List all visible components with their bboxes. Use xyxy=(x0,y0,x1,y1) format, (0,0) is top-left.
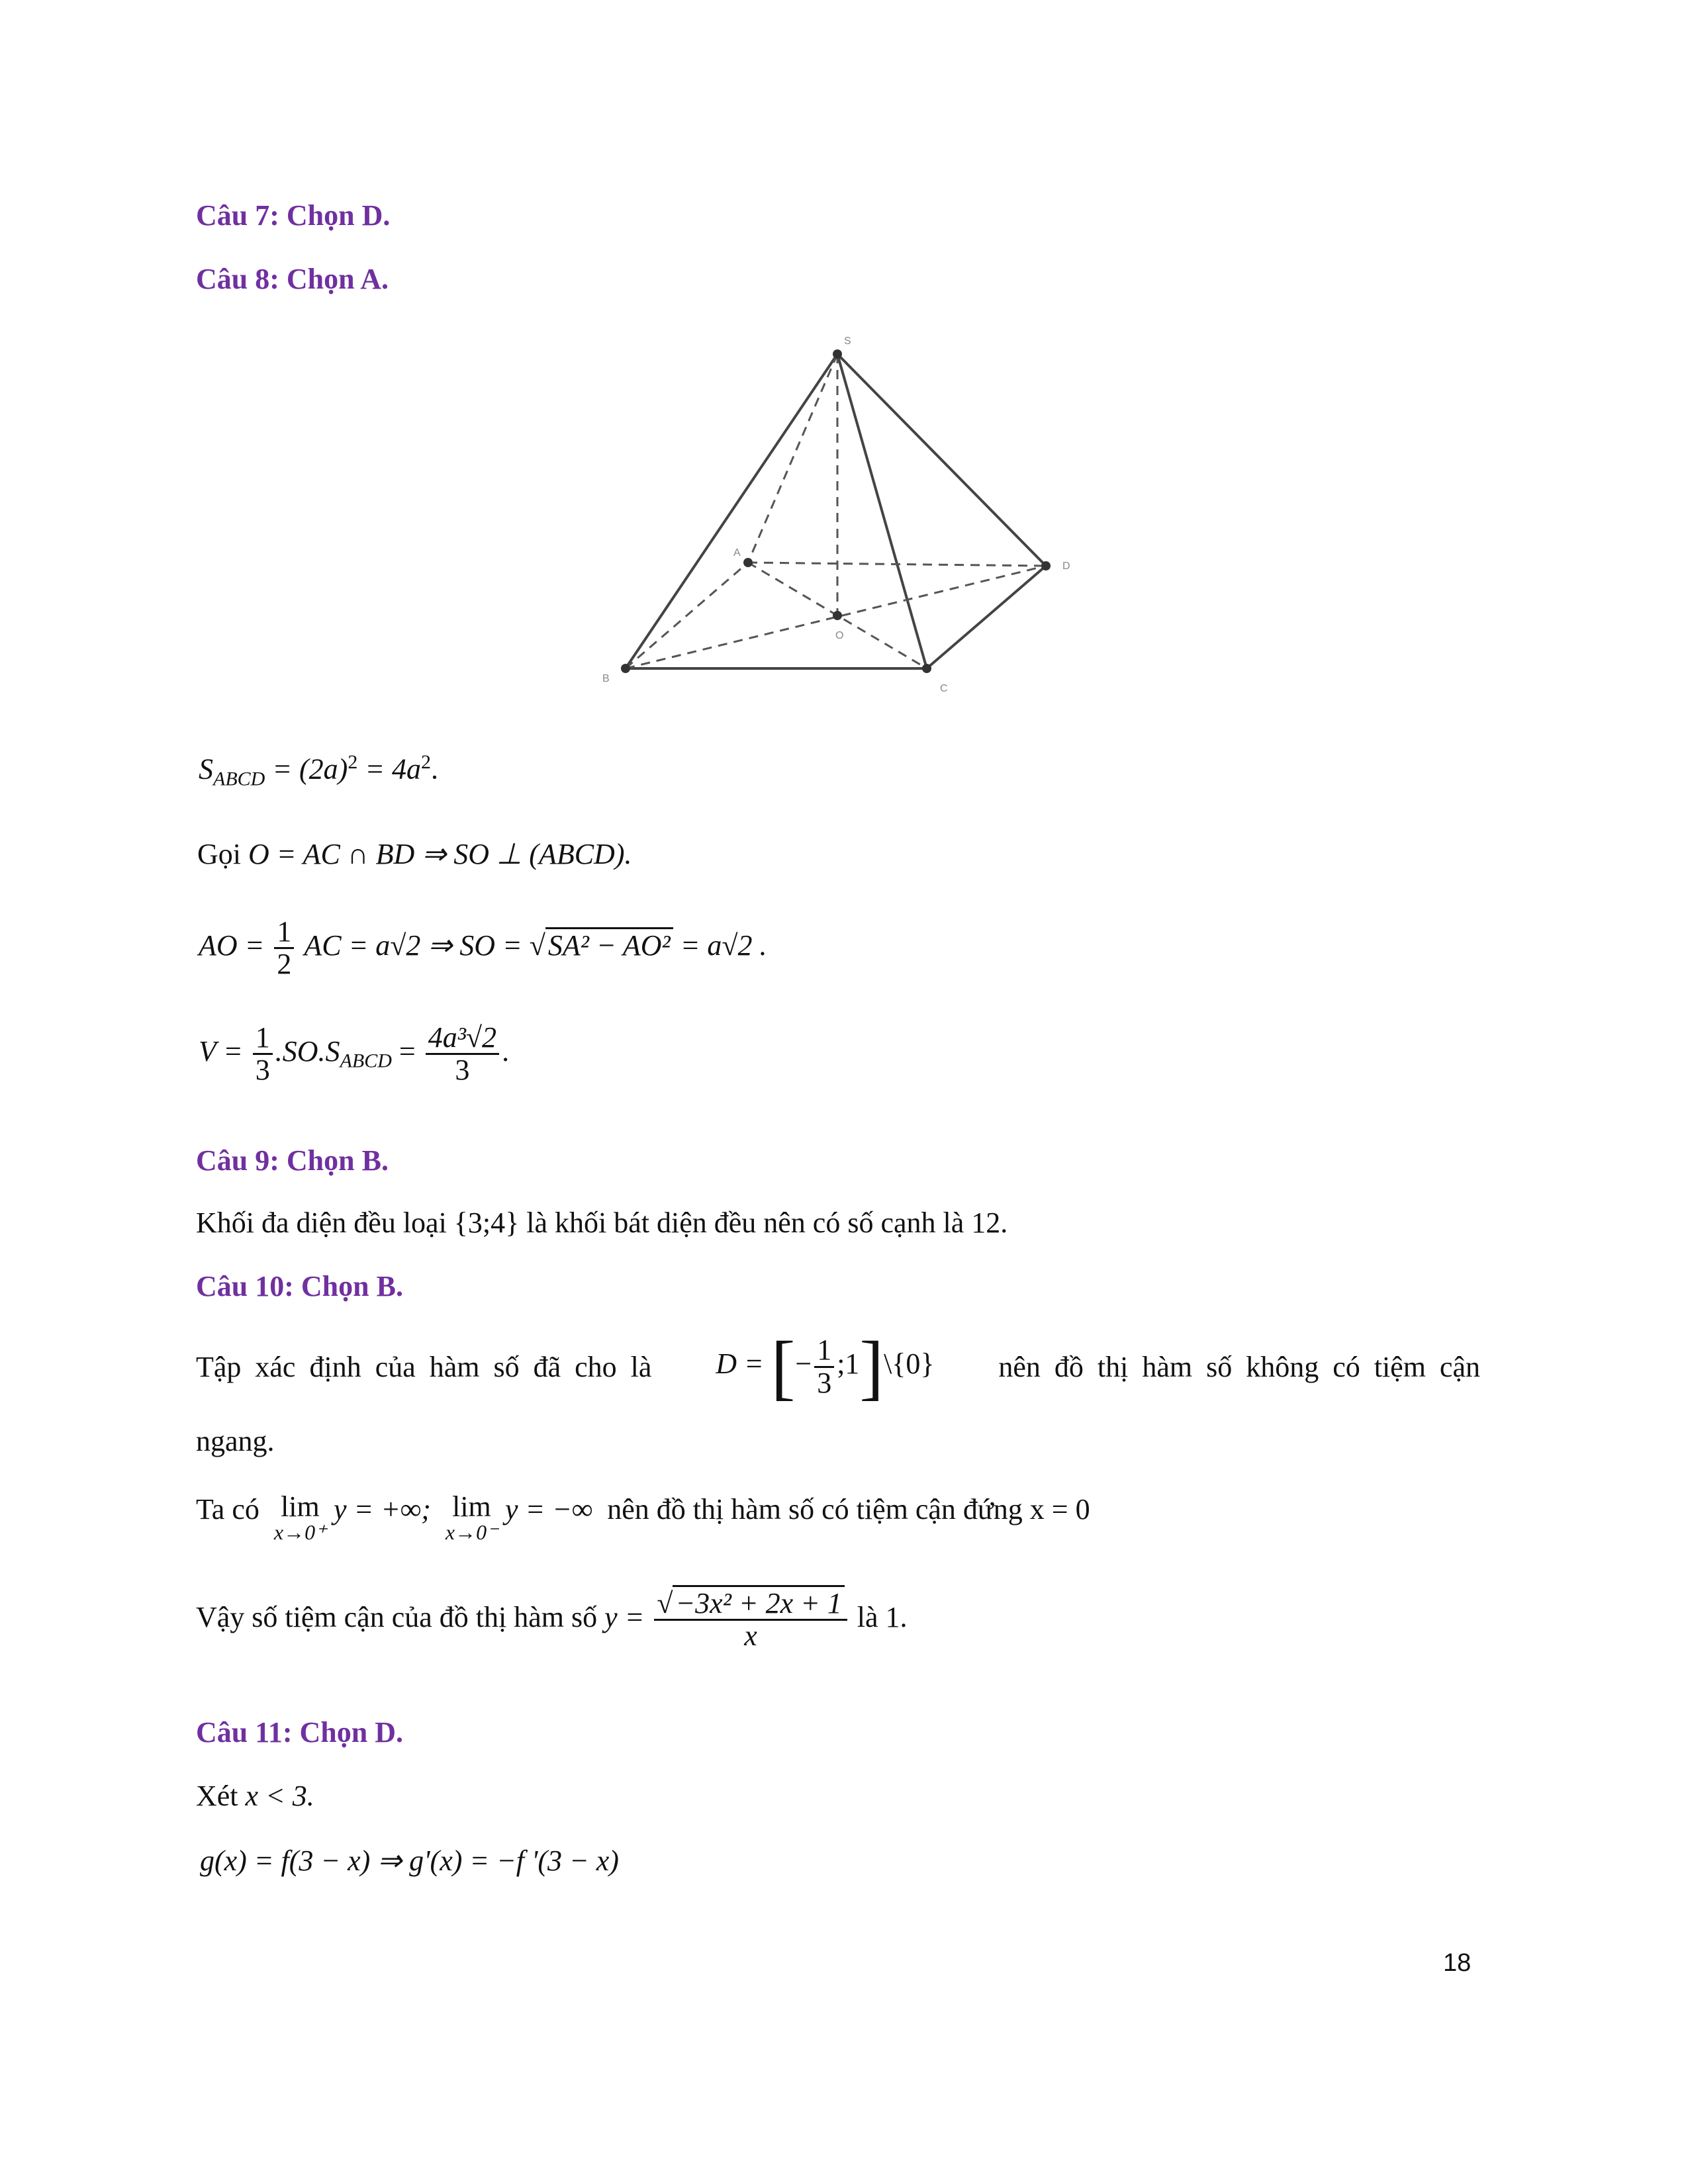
q10-line1: Tập xác định của hàm số đã cho là D = [− $\frac{1}{3}$ ;1]\{0} nên đồ thị hàm số không có tiệm cận xyxy=(196,1326,1480,1407)
q11-g-formula: g(x) = f(3 − x) ⇒ g'(x) = −f '(3 − x) xyxy=(200,1844,619,1877)
vertex-A xyxy=(743,558,753,567)
q10-line2: ngang. xyxy=(196,1425,275,1457)
heading-cau-9: Câu 9: Chọn B. xyxy=(196,1144,389,1177)
pyramid-figure xyxy=(583,324,1112,708)
domain-formula: D = [− $\frac{1}{3}$ ;1]\{0} xyxy=(716,1326,935,1407)
point-O xyxy=(833,611,842,620)
edge-SB xyxy=(626,354,837,668)
page-number: 18 xyxy=(1443,1949,1472,1977)
formula-area: $S_{ABCD} = (2a)^2 = 4a^2$. xyxy=(199,751,439,790)
vertex-D xyxy=(1041,561,1051,570)
heading-cau-7: Câu 7: Chọn D. xyxy=(196,199,391,232)
formula-ao: AO = $\frac{1}{2}$ AC = a√2 ⇒ SO = √SA² − AO² = a√2 . xyxy=(199,915,767,981)
label-D: D xyxy=(1062,561,1070,572)
heading-cau-10: Câu 10: Chọn B. xyxy=(196,1270,403,1302)
vertex-S xyxy=(833,349,842,359)
label-C: C xyxy=(940,683,948,694)
heading-cau-11: Câu 11: Chọn D. xyxy=(196,1716,403,1749)
formula-volume: V = $\frac{1}{3}$ $.SO.S_{ABCD}$ = $\frac{\text{4a³√2}}{3}$ . xyxy=(199,1021,510,1087)
formula-goi: Gọi O = AC ∩ BD ⇒ SO ⊥ (ABCD). xyxy=(197,838,632,870)
q11-xet: Xét x < 3. xyxy=(196,1780,314,1812)
vertex-B xyxy=(621,664,630,673)
label-A: A xyxy=(733,547,741,559)
label-O: O xyxy=(835,630,844,641)
edge-SA xyxy=(748,354,837,563)
label-B: B xyxy=(602,673,610,684)
heading-cau-8: Câu 8: Chọn A. xyxy=(196,263,389,295)
label-S: S xyxy=(844,336,851,347)
q10-conclusion: Vậy số tiệm cận của đồ thị hàm số y = $\frac{\text{√−3x² + 2x + 1}}{x}$ là 1. xyxy=(196,1588,908,1651)
q9-text: Khối đa diện đều loại {3;4} là khối bát diện đều nên có số cạnh là 12. xyxy=(196,1206,1008,1239)
q10-limits: Ta có lim x→0⁺ y = +∞; lim x→0⁻ y = −∞ nên đồ thị hàm số có tiệm cận đứng x = 0 xyxy=(196,1490,1090,1544)
vertex-C xyxy=(922,664,931,673)
